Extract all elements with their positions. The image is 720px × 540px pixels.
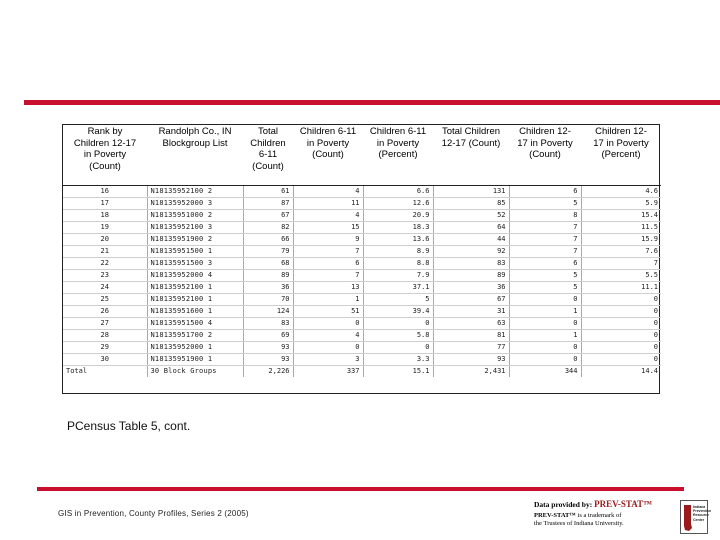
table-cell: 52 [433, 209, 509, 221]
table-cell: 61 [243, 185, 293, 197]
table-cell: 0 [509, 317, 581, 329]
table-cell: 1 [293, 293, 363, 305]
table-row [63, 353, 661, 365]
table-cell: 27 [63, 317, 147, 329]
table-cell: 83 [433, 257, 509, 269]
series-footer: GIS in Prevention, County Profiles, Series 2 (2005) [58, 509, 249, 518]
table-cell: 8.8 [363, 257, 433, 269]
table-cell: 6 [509, 185, 581, 197]
table-cell: 0 [581, 329, 661, 341]
table-cell: 79 [243, 245, 293, 257]
table-cell: 93 [243, 353, 293, 365]
table-cell: 81 [433, 329, 509, 341]
table-cell: 0 [293, 341, 363, 353]
table-cell: 64 [433, 221, 509, 233]
table-cell: 17 [63, 197, 147, 209]
table-cell: 83 [243, 317, 293, 329]
badge-label: Indiana Prevention Resource Center [693, 505, 712, 522]
table-cell: 85 [433, 197, 509, 209]
table-cell: N18135952100 3 [147, 221, 243, 233]
column-header: Children 12- 17 in Poverty (Count) [509, 125, 581, 185]
total-cell: 30 Block Groups [147, 365, 243, 377]
table-cell: 68 [243, 257, 293, 269]
table-cell: 70 [243, 293, 293, 305]
column-header: Rank by Children 12-17 in Poverty (Count) [63, 125, 147, 185]
table-cell: 6 [509, 257, 581, 269]
table-cell: 6 [293, 257, 363, 269]
table-cell: 1 [509, 305, 581, 317]
total-cell: 337 [293, 365, 363, 377]
table-cell: N18135951900 1 [147, 353, 243, 365]
table-cell: 16 [63, 185, 147, 197]
indiana-state-icon [683, 504, 693, 532]
column-header: Children 6-11 in Poverty (Percent) [363, 125, 433, 185]
table-cell: 25 [63, 293, 147, 305]
table-cell: 87 [243, 197, 293, 209]
table-cell: 0 [581, 341, 661, 353]
table-row [63, 317, 661, 329]
table-cell: 24 [63, 281, 147, 293]
poverty-table [63, 125, 661, 377]
table-cell: 69 [243, 329, 293, 341]
poverty-table-frame [62, 124, 660, 394]
provided-by-line [534, 499, 652, 509]
table-cell: 20.9 [363, 209, 433, 221]
table-cell: 0 [509, 293, 581, 305]
table-cell: 4 [293, 329, 363, 341]
total-cell: 2,431 [433, 365, 509, 377]
table-cell: 11 [293, 197, 363, 209]
table-row [63, 329, 661, 341]
table-cell: N18135951000 2 [147, 209, 243, 221]
table-cell: 11.5 [581, 221, 661, 233]
column-header: Total Children 6-11 (Count) [243, 125, 293, 185]
table-cell: 21 [63, 245, 147, 257]
table-cell: 0 [581, 317, 661, 329]
table-cell: 5 [509, 269, 581, 281]
table-cell: 0 [581, 353, 661, 365]
table-cell: 6.6 [363, 185, 433, 197]
table-cell: 0 [581, 305, 661, 317]
provided-by-label: Data provided by: [534, 500, 593, 509]
trademark-suffix: the Trustees of Indiana University. [534, 520, 624, 527]
table-cell: 93 [243, 341, 293, 353]
total-cell: 2,226 [243, 365, 293, 377]
table-cell: N18135952100 1 [147, 293, 243, 305]
total-cell: 14.4 [581, 365, 661, 377]
table-cell: 131 [433, 185, 509, 197]
table-row [63, 269, 661, 281]
table-row [63, 293, 661, 305]
trademark-notice [534, 512, 624, 528]
total-cell: 344 [509, 365, 581, 377]
table-cell: 7 [509, 245, 581, 257]
total-cell: Total [63, 365, 147, 377]
table-cell: 18 [63, 209, 147, 221]
table-cell: 3.3 [363, 353, 433, 365]
table-cell: 36 [243, 281, 293, 293]
table-cell: 8 [509, 209, 581, 221]
table-cell: 51 [293, 305, 363, 317]
table-cell: 31 [433, 305, 509, 317]
table-cell: 0 [509, 341, 581, 353]
table-cell: N18135952100 2 [147, 185, 243, 197]
table-cell: 4 [293, 209, 363, 221]
table-cell: 63 [433, 317, 509, 329]
table-cell: N18135952100 1 [147, 281, 243, 293]
top-red-rule [24, 100, 720, 105]
table-cell: N18135951700 2 [147, 329, 243, 341]
table-cell: N18135951500 1 [147, 245, 243, 257]
table-cell: 0 [363, 341, 433, 353]
table-row [63, 245, 661, 257]
table-cell: 8.9 [363, 245, 433, 257]
table-cell: 4 [293, 185, 363, 197]
trademark-prefix: is a trademark of [577, 512, 622, 519]
column-header: Children 6-11 in Poverty (Count) [293, 125, 363, 185]
table-cell: 67 [243, 209, 293, 221]
prevstat-brand: PREV-STAT™ [594, 499, 653, 509]
table-cell: 37.1 [363, 281, 433, 293]
table-row [63, 197, 661, 209]
table-cell: 7 [293, 245, 363, 257]
table-cell: 23 [63, 269, 147, 281]
table-cell: 28 [63, 329, 147, 341]
table-cell: 82 [243, 221, 293, 233]
table-cell: 5 [509, 197, 581, 209]
table-cell: N18135952000 1 [147, 341, 243, 353]
table-body [63, 185, 661, 377]
table-cell: 0 [293, 317, 363, 329]
table-row [63, 185, 661, 197]
table-cell: 77 [433, 341, 509, 353]
table-cell: N18135952000 4 [147, 269, 243, 281]
table-cell: 22 [63, 257, 147, 269]
table-cell: 44 [433, 233, 509, 245]
table-cell: 0 [509, 353, 581, 365]
table-row [63, 257, 661, 269]
table-cell: N18135951500 3 [147, 257, 243, 269]
table-cell: 7 [509, 221, 581, 233]
table-cell: 92 [433, 245, 509, 257]
table-row [63, 341, 661, 353]
column-header: Randolph Co., IN Blockgroup List [147, 125, 243, 185]
table-row [63, 281, 661, 293]
table-cell: 29 [63, 341, 147, 353]
table-header-row [63, 125, 661, 185]
table-cell: 15 [293, 221, 363, 233]
table-cell: 5 [509, 281, 581, 293]
table-cell: 19 [63, 221, 147, 233]
table-cell: 18.3 [363, 221, 433, 233]
ipr-center-logo [680, 500, 712, 534]
table-row [63, 233, 661, 245]
table-cell: 7 [509, 233, 581, 245]
trademark-brand: PREV-STAT™ [534, 512, 576, 519]
table-cell: 26 [63, 305, 147, 317]
table-row [63, 221, 661, 233]
table-row [63, 305, 661, 317]
table-cell: 11.1 [581, 281, 661, 293]
table-cell: 12.6 [363, 197, 433, 209]
table-cell: 7 [581, 257, 661, 269]
table-cell: N18135951900 2 [147, 233, 243, 245]
table-cell: 15.9 [581, 233, 661, 245]
table-cell: N18135951600 1 [147, 305, 243, 317]
column-header: Total Children 12-17 (Count) [433, 125, 509, 185]
table-cell: 93 [433, 353, 509, 365]
table-cell: 0 [363, 317, 433, 329]
table-cell: 5.8 [363, 329, 433, 341]
table-cell: 5.5 [581, 269, 661, 281]
table-cell: 39.4 [363, 305, 433, 317]
total-cell: 15.1 [363, 365, 433, 377]
table-cell: 67 [433, 293, 509, 305]
prevstat-credit [534, 497, 714, 535]
table-cell: 7 [293, 269, 363, 281]
column-header: Children 12- 17 in Poverty (Percent) [581, 125, 661, 185]
table-cell: 20 [63, 233, 147, 245]
table-cell: 30 [63, 353, 147, 365]
bottom-red-rule [37, 487, 684, 491]
table-cell: 5.9 [581, 197, 661, 209]
table-cell: 13.6 [363, 233, 433, 245]
table-cell: 1 [509, 329, 581, 341]
table-cell: N18135952000 3 [147, 197, 243, 209]
table-cell: 89 [243, 269, 293, 281]
table-cell: 13 [293, 281, 363, 293]
table-cell: 7.9 [363, 269, 433, 281]
table-cell: 124 [243, 305, 293, 317]
table-cell: 15.4 [581, 209, 661, 221]
table-cell: 7.6 [581, 245, 661, 257]
table-cell: 66 [243, 233, 293, 245]
table-row [63, 209, 661, 221]
table-cell: 9 [293, 233, 363, 245]
table-total-row [63, 365, 661, 377]
table-cell: 0 [581, 293, 661, 305]
table-cell: 3 [293, 353, 363, 365]
table-cell: N18135951500 4 [147, 317, 243, 329]
table-cell: 5 [363, 293, 433, 305]
table-cell: 4.6 [581, 185, 661, 197]
table-caption: PCensus Table 5, cont. [67, 419, 191, 433]
table-cell: 89 [433, 269, 509, 281]
table-cell: 36 [433, 281, 509, 293]
